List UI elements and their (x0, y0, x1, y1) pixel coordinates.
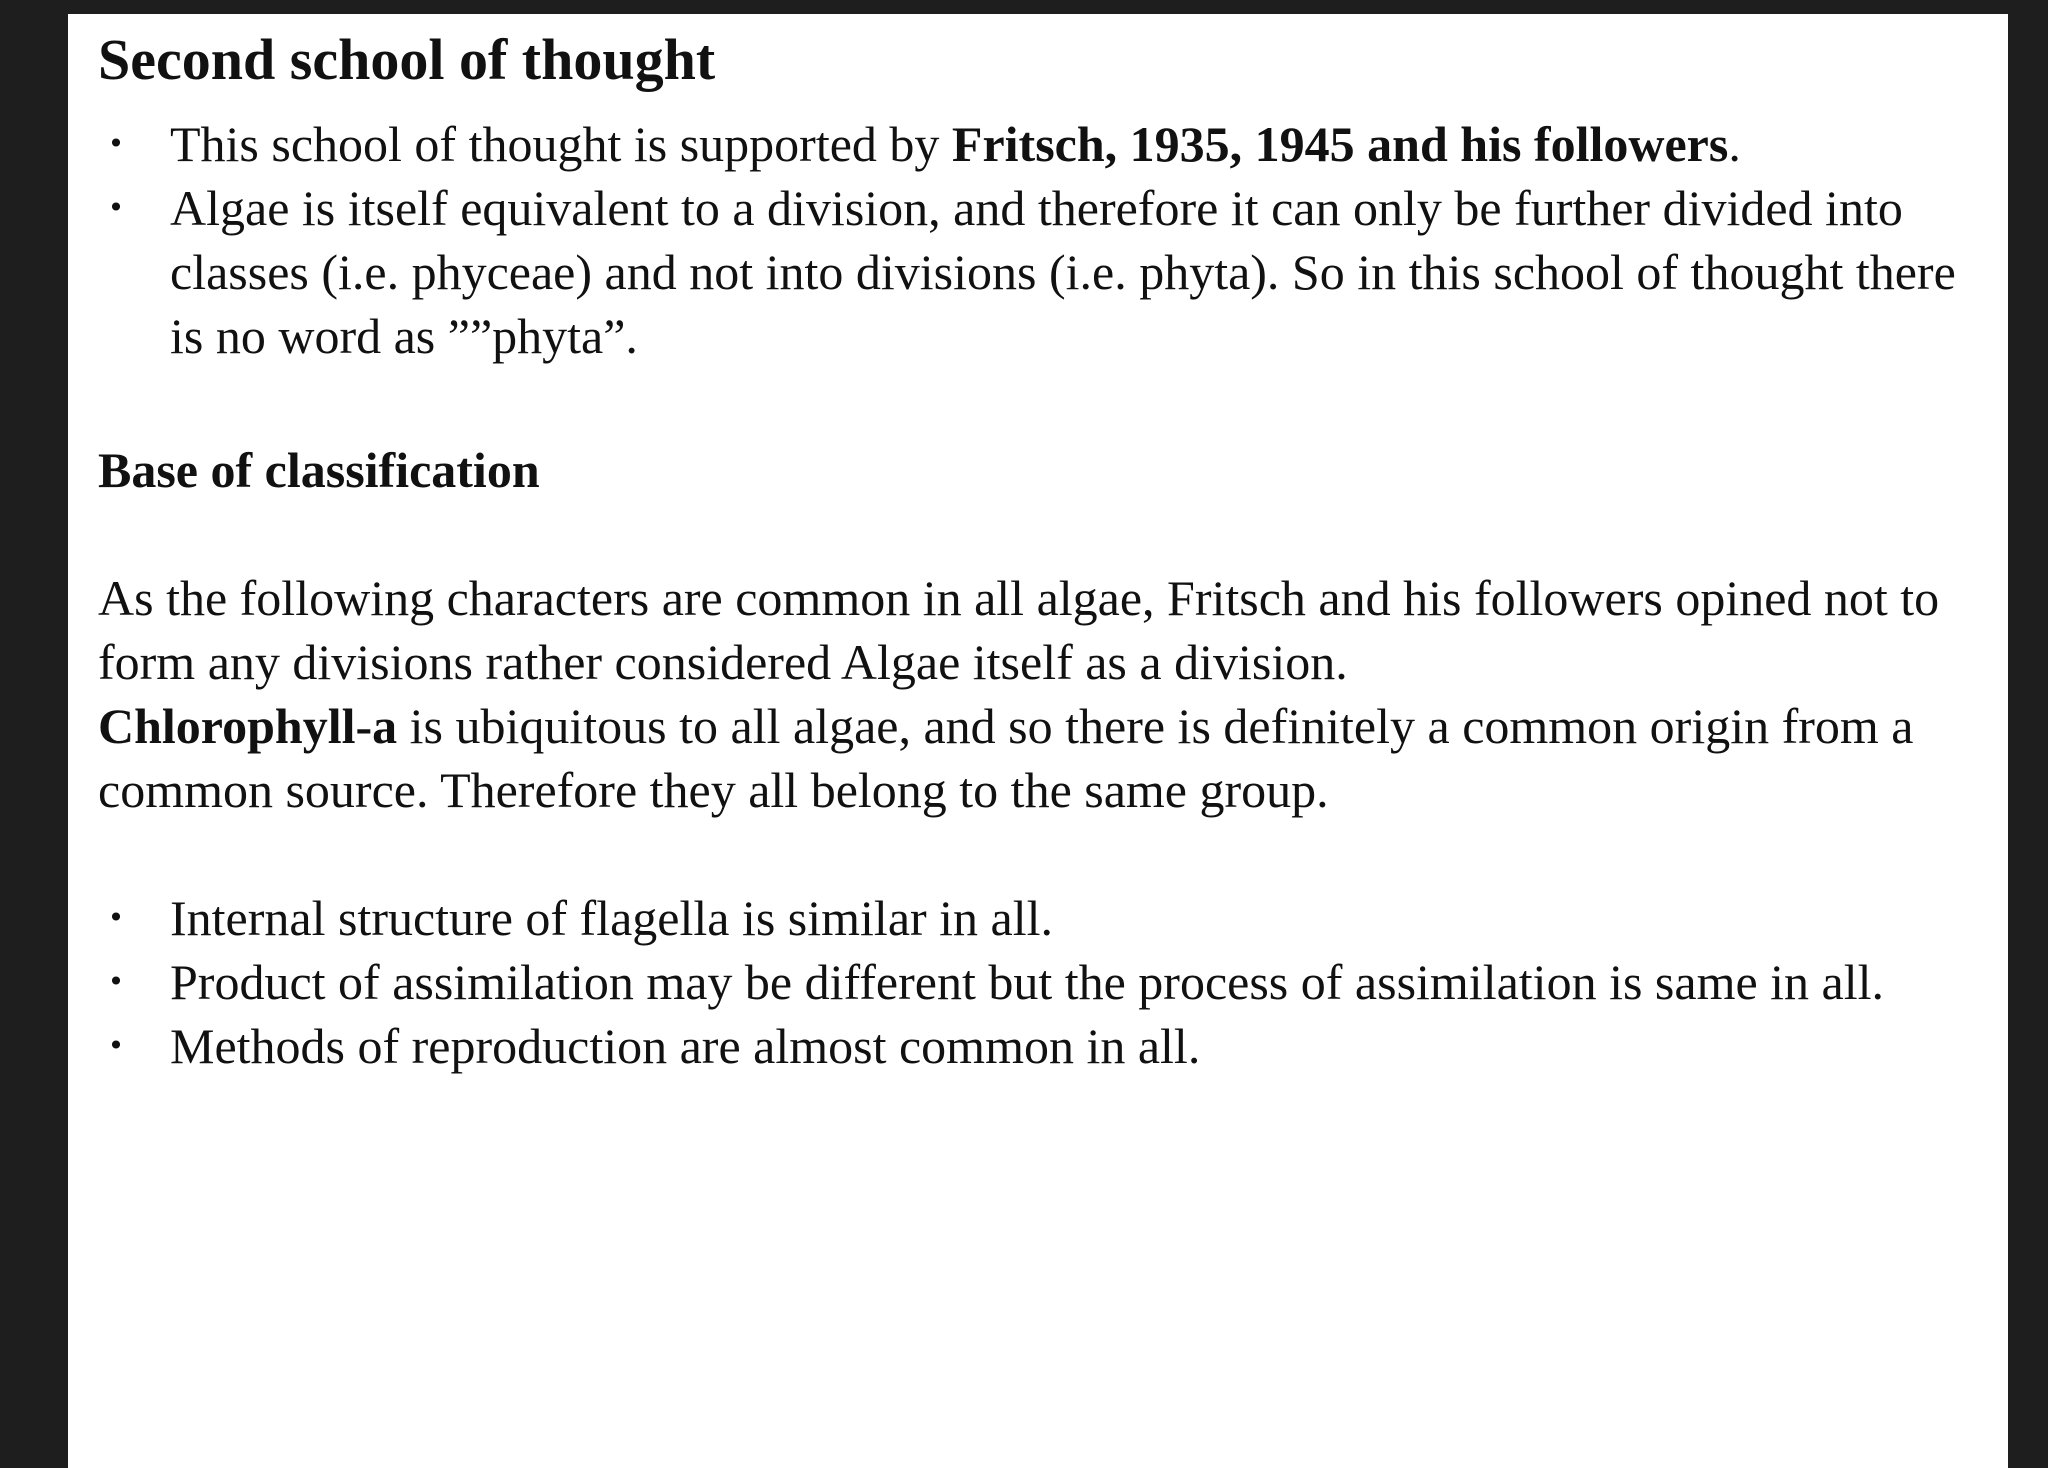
section-subheading: Base of classification (98, 442, 540, 498)
paragraph-bold-term: Chlorophyll-a (98, 698, 398, 754)
list-item-text: Methods of reproduction are almost common in all. (170, 1018, 1201, 1074)
body-paragraph (98, 566, 1978, 822)
list-item (98, 950, 1978, 1014)
list-item-text: Algae is itself equivalent to a division, and therefore it can only be further divided into classes (i.e. phyceae) and not into divisions (i.e. phyta). So in this school of thought there is no word as ””phyta”. (170, 180, 1956, 364)
bullet-list-top (98, 112, 1978, 368)
page-heading: Second school of thought (98, 27, 716, 92)
bullet-list-bottom (98, 886, 1978, 1078)
list-item (98, 176, 1978, 368)
bullet-icon: • (107, 127, 125, 160)
list-item-text: Internal structure of flagella is similar in all. (170, 890, 1054, 946)
bullet-icon: • (107, 191, 125, 224)
paragraph-line-2: is ubiquitous to all algae, and so there is definitely a common origin from a common source. Therefore they all belong to the same group. (98, 698, 1914, 818)
list-item-text: Product of assimilation may be different but the process of assimilation is same in all. (170, 954, 1885, 1010)
list-item-text-regular: This school of thought is supported by (170, 116, 952, 172)
list-item (98, 886, 1978, 950)
list-item-text-end: . (1728, 116, 1741, 172)
bullet-icon: • (107, 901, 125, 934)
paragraph-line-1: As the following characters are common in all algae, Fritsch and his followers opined not to form any divisions rather considered Algae itself as a division. (98, 570, 1940, 690)
bullet-icon: • (107, 1029, 125, 1062)
list-item (98, 112, 1978, 176)
document-page (68, 14, 2008, 1468)
list-item-text (170, 116, 1741, 172)
list-item (98, 1014, 1978, 1078)
bullet-icon: • (107, 965, 125, 998)
list-item-text-bold: Fritsch, 1935, 1945 and his followers (951, 116, 1729, 172)
